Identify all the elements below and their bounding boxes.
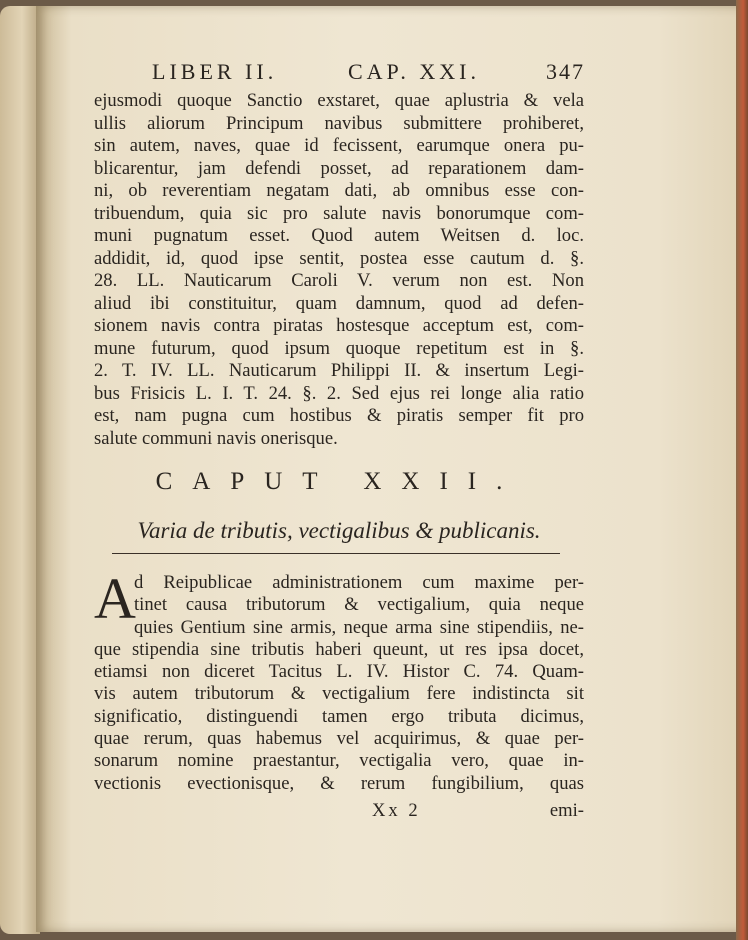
text-line: est, nam pugna cum hostibus & piratis semper fit pro bbox=[94, 405, 584, 426]
text-line: mune futurum, quod ipsum quoque repetitum est in §. bbox=[94, 337, 584, 359]
page-footer bbox=[94, 800, 584, 824]
text-line: ejusmodi quoque Sanctio exstaret, quae aplustria & vela bbox=[94, 90, 584, 111]
text-line: vectionis evectionisque, & rerum fungibilium, quas bbox=[94, 772, 584, 794]
catchword: emi- bbox=[549, 800, 584, 821]
text-line: 2. T. IV. LL. Nauticarum Philippi II. & insertum Legi- bbox=[94, 360, 584, 381]
paragraph-1 bbox=[94, 90, 584, 450]
text-line: quae rerum, quas habemus vel acquirimus, & quae per- bbox=[94, 728, 584, 750]
text-line: vis autem tributorum & vectigalium fere indistincta sit bbox=[94, 683, 584, 705]
text-line: addidit, id, quod ipse sentit, postea esse cautum d. §. bbox=[94, 247, 584, 269]
text-line: salute communi navis onerisque. bbox=[94, 427, 338, 449]
text-line: d Reipublicae administrationem cum maxime per- bbox=[134, 572, 584, 593]
text-line: blicarentur, jam defendi posset, ad reparationem dam- bbox=[94, 157, 584, 179]
text-line: quies Gentium sine armis, neque arma sine stipendiis, ne- bbox=[134, 616, 584, 638]
facing-page-edge bbox=[0, 6, 40, 934]
page-number: 347 bbox=[546, 59, 585, 84]
text-line: tribuendum, quia sic pro salute navis bonorumque com- bbox=[94, 202, 584, 224]
chapter-subtitle: Varia de tributis, vectigalibus & publicanis. bbox=[137, 518, 541, 543]
text-line: muni pugnatum esset. Quod autem Weitsen d. loc. bbox=[94, 225, 584, 246]
paragraph-2 bbox=[94, 566, 584, 795]
text-line: sin autem, naves, quae id fecissent, earumque onera pu- bbox=[94, 135, 584, 156]
header-chapter: CAP. XXI. bbox=[348, 59, 480, 84]
subtitle-rule bbox=[112, 553, 560, 554]
text-line: que stipendia sine tributis haberi queunt, ut res ipsa docet, bbox=[94, 638, 584, 660]
header-book: LIBER II. bbox=[152, 59, 278, 84]
text-line: bus Frisicis L. I. T. 24. §. 2. Sed ejus rei longe alia ratio bbox=[94, 382, 584, 404]
text-line: ni, ob reverentiam negatam dati, ab omnibus esse con- bbox=[94, 180, 584, 201]
text-line: etiamsi non diceret Tacitus L. IV. Histor C. 74. Quam- bbox=[94, 661, 584, 683]
text-line: 28. LL. Nauticarum Caroli V. verum non est. Non bbox=[94, 270, 584, 291]
text-line: aliud ibi constituitur, quam damnum, quod ad defen- bbox=[94, 292, 584, 314]
text-line: sionem navis contra piratas hostesque acceptum est, com- bbox=[94, 315, 584, 336]
text-line: tinet causa tributorum & vectigalium, quia neque bbox=[134, 594, 584, 616]
signature-mark: Xx 2 bbox=[372, 800, 421, 821]
drop-cap: A bbox=[94, 566, 136, 631]
text-line: significatio, distinguendi tamen ergo tributa dicimus, bbox=[94, 705, 584, 727]
running-header bbox=[152, 59, 592, 89]
chapter-title: CAPUT XXII. bbox=[155, 468, 523, 495]
text-line: sonarum nomine praestantur, vectigalia vero, quae in- bbox=[94, 750, 584, 772]
text-line: ullis aliorum Principum navibus submittere prohiberet, bbox=[94, 112, 584, 134]
book-cover-edge bbox=[736, 0, 748, 940]
